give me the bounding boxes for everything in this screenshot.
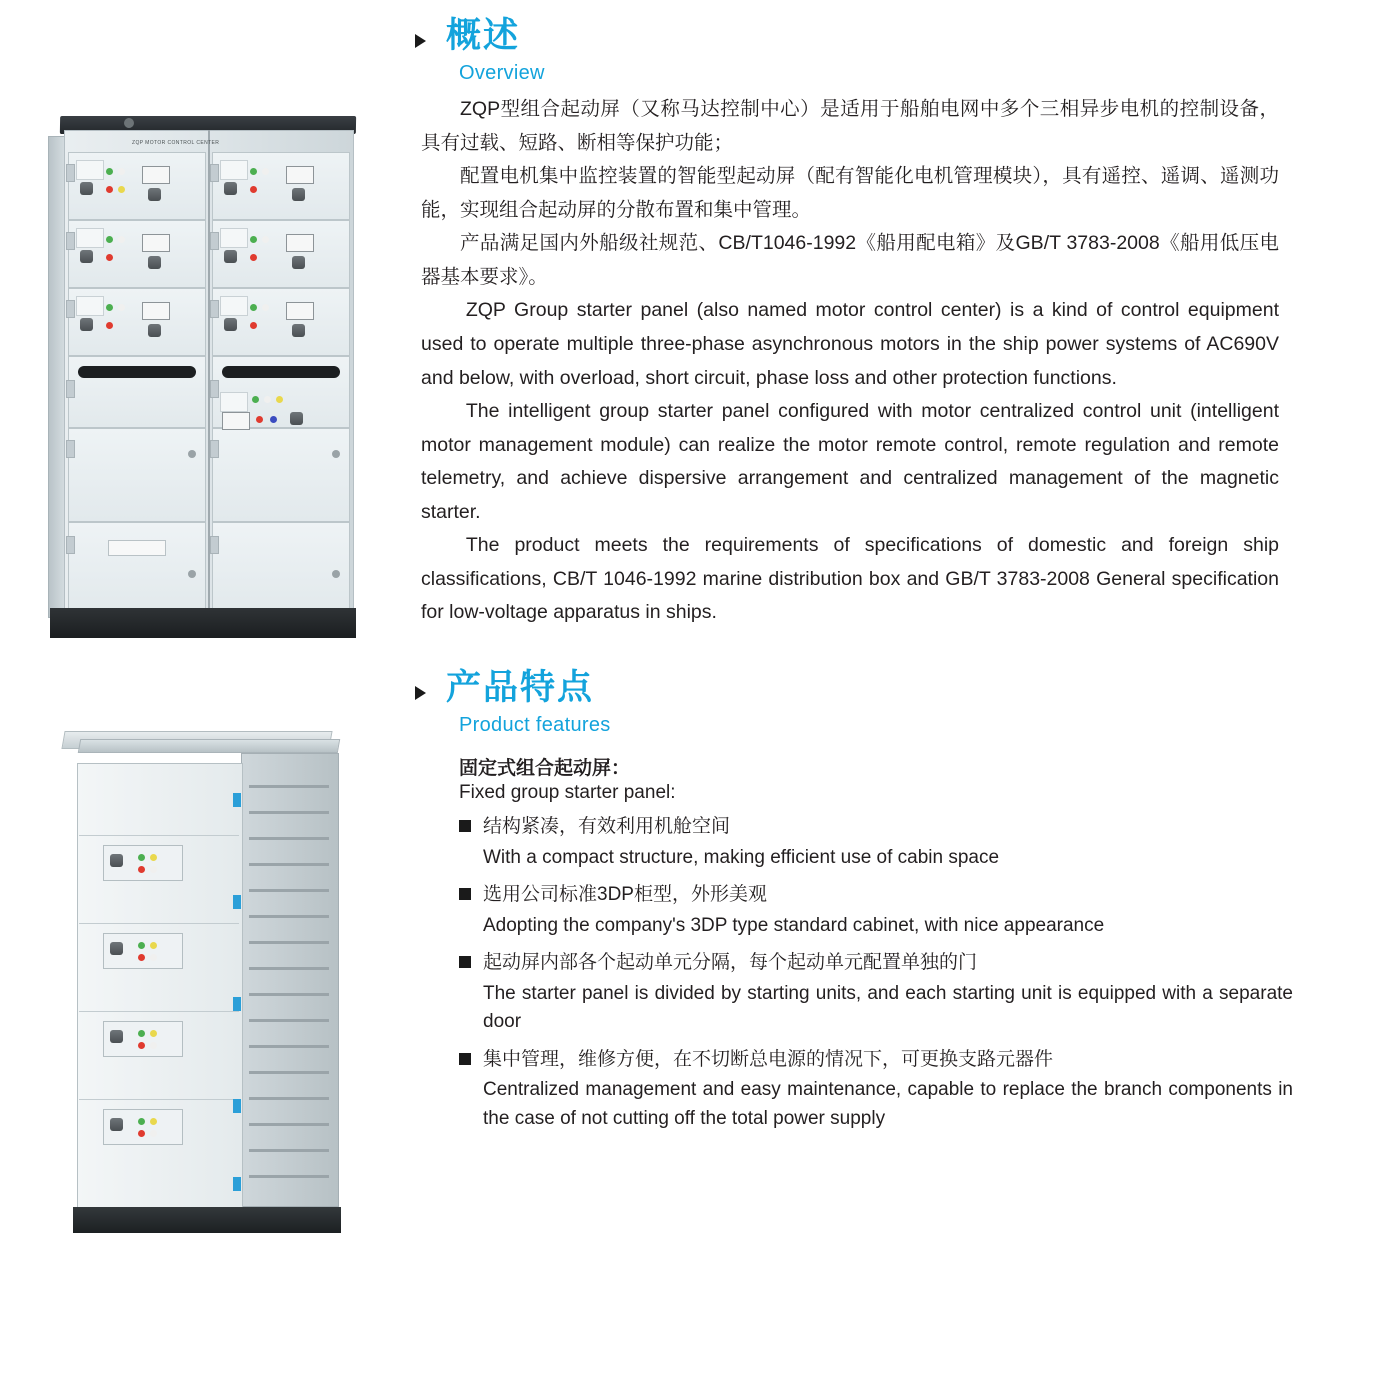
overview-body [421, 93, 1279, 630]
indicator-lamp-yellow [276, 396, 283, 403]
selector-knob [110, 854, 123, 867]
door-hinge [210, 300, 219, 318]
feature-text-en: The starter panel is divided by starting units, and each starting unit is equipped with a separate door [483, 982, 1293, 1032]
cell-label [76, 228, 104, 248]
panel-base-plinth [50, 608, 356, 638]
square-bullet-icon [459, 820, 471, 832]
paragraph-cn: ZQP型组合起动屏（又称马达控制中心）是适用于船舶电网中多个三相异步电机的控制设备，具有过载、短路、断相等保护功能； [421, 98, 1279, 154]
indicator-lamp-red [138, 1042, 145, 1049]
door-hinge [210, 536, 219, 554]
selector-knob [290, 412, 303, 425]
ventilation-louver [249, 811, 329, 814]
starter-cell [212, 428, 350, 522]
indicator-lamp-yellow [150, 1030, 157, 1037]
cabinet-right-section [241, 753, 339, 1207]
indicator-lamp-red [250, 186, 257, 193]
paragraph-cn: 产品满足国内外船级社规范、CB/T1046-1992《船用配电箱》及GB/T 3783-2008《船用低压电器基本要求》。 [421, 232, 1279, 288]
selector-knob [224, 250, 237, 263]
door-hinge [66, 300, 75, 318]
selector-knob [80, 318, 93, 331]
product-photo-group-starter-panel [38, 100, 378, 645]
starter-cell [68, 428, 206, 522]
ammeter [222, 412, 250, 430]
selector-knob [110, 942, 123, 955]
indicator-lamp-red [138, 866, 145, 873]
paragraph-en: The intelligent group starter panel configured with motor centralized control unit (intelligent motor management module) can realize the motor remote control, remote regulation and remote telemetry, and achieve dispersive arrangement and centralized management of the magnetic starter. [421, 400, 1279, 523]
starter-unit-panel [103, 845, 183, 881]
indicator-lamp-red [250, 322, 257, 329]
indicator-lamp-white [150, 954, 157, 961]
indicator-lamp-green [250, 236, 257, 243]
selector-knob [148, 256, 161, 269]
indicator-lamp-white [118, 168, 125, 175]
feature-text-en: Adopting the company's 3DP type standard cabinet, with nice appearance [483, 914, 1105, 936]
selector-knob [80, 182, 93, 195]
triangle-bullet-icon [415, 686, 426, 700]
feature-item [459, 881, 1285, 940]
door-seam [79, 1011, 239, 1012]
feature-text-en: With a compact structure, making efficient use of cabin space [483, 846, 1000, 868]
feature-label-cn: 集中管理，维修方便，在不切断总电源的情况下，可更换支路元器件 [483, 1048, 1054, 1070]
feature-label-cn: 起动屏内部各个起动单元分隔，每个起动单元配置单独的门 [483, 952, 978, 973]
cell-label [76, 296, 104, 316]
door-latch [233, 895, 241, 909]
door-handle [188, 450, 196, 458]
section-title-cn: 概述 [446, 16, 521, 55]
door-handle [332, 570, 340, 578]
starter-cell [212, 522, 350, 612]
panel-top-cap [124, 118, 134, 128]
door-grip-bar [222, 366, 340, 378]
cell-label [220, 160, 248, 180]
indicator-lamp-yellow [118, 186, 125, 193]
section-title-en: Overview [459, 62, 545, 85]
selector-knob [292, 188, 305, 201]
door-seam [79, 835, 239, 836]
ammeter [142, 166, 170, 184]
indicator-lamp-green [138, 1030, 145, 1037]
door-handle [188, 570, 196, 578]
door-latch [233, 1099, 241, 1113]
indicator-lamp-white [262, 236, 269, 243]
section-heading-overview [415, 16, 1285, 56]
selector-knob [224, 182, 237, 195]
square-bullet-icon [459, 1053, 471, 1065]
door-grip-bar [78, 366, 196, 378]
subsection-title-en: Fixed group starter panel: [459, 782, 676, 803]
door-hinge [66, 380, 75, 398]
cell-label [220, 228, 248, 248]
indicator-lamp-blue [270, 416, 277, 423]
indicator-lamp-red [250, 254, 257, 261]
ventilation-louver [249, 1175, 329, 1178]
indicator-lamp-green [138, 942, 145, 949]
ventilation-louver [249, 915, 329, 918]
indicator-lamp-green [106, 236, 113, 243]
starter-unit-panel [103, 1021, 183, 1057]
selector-knob [148, 188, 161, 201]
feature-label-cn: 结构紧凑，有效利用机舱空间 [483, 816, 731, 837]
ventilation-louver [249, 785, 329, 788]
door-hinge [210, 164, 219, 182]
starter-cell [68, 522, 206, 612]
feature-item [459, 949, 1293, 1037]
indicator-lamp-green [106, 304, 113, 311]
door-latch [233, 997, 241, 1011]
indicator-lamp-red [138, 1130, 145, 1137]
door-hinge [210, 380, 219, 398]
selector-knob [148, 324, 161, 337]
indicator-lamp-green [252, 396, 259, 403]
selector-knob [110, 1030, 123, 1043]
indicator-lamp-red [106, 322, 113, 329]
cell-label [76, 160, 104, 180]
selector-knob [110, 1118, 123, 1131]
feature-text-cn [459, 881, 1285, 910]
indicator-lamp-green [106, 168, 113, 175]
paragraph-en: ZQP Group starter panel (also named motor control center) is a kind of control equipment used to operate multiple three-phase asynchronous motors in the ship power systems of AC690V and below, with overload, short circuit, phase loss and other protection functions. [421, 299, 1279, 389]
selector-knob [224, 318, 237, 331]
indicator-lamp-red [138, 954, 145, 961]
ventilation-louver [249, 1019, 329, 1022]
indicator-lamp-white [264, 396, 271, 403]
indicator-lamp-green [138, 854, 145, 861]
panel-nameplate-text: ZQP MOTOR CONTROL CENTER [132, 140, 220, 146]
indicator-lamp-green [250, 168, 257, 175]
door-hinge [210, 440, 219, 458]
ventilation-louver [249, 1149, 329, 1152]
cell-label [220, 392, 248, 412]
paragraph-en: The product meets the requirements of specifications of domestic and foreign ship classifications, CB/T 1046-1992 marine distribution box and GB/T 3783-2008 General specification for low-voltage apparatus in ships. [421, 534, 1279, 624]
starter-unit-panel [103, 933, 183, 969]
square-bullet-icon [459, 956, 471, 968]
feature-text-cn [459, 1046, 1285, 1075]
starter-unit-panel [103, 1109, 183, 1145]
door-hinge [66, 536, 75, 554]
indicator-lamp-white [118, 304, 125, 311]
door-hinge [66, 164, 75, 182]
door-handle [332, 450, 340, 458]
section-heading-product-features [415, 668, 1285, 708]
ammeter [286, 302, 314, 320]
cabinet-base-plinth [73, 1207, 341, 1233]
door-hinge [66, 232, 75, 250]
ammeter [142, 234, 170, 252]
feature-text-en: Centralized management and easy maintenance, capable to replace the branch components in the case of not cutting off the total power supply [483, 1079, 1293, 1129]
ventilation-louver [249, 1097, 329, 1100]
indicator-lamp-white [262, 304, 269, 311]
feature-text-cn [459, 813, 1285, 842]
content-column [415, 0, 1293, 1133]
ammeter [286, 234, 314, 252]
feature-text-cn [459, 949, 1285, 978]
ventilation-louver [249, 1045, 329, 1048]
cabinet-roof-inner [78, 739, 340, 753]
indicator-lamp-red [106, 254, 113, 261]
indicator-lamp-white [150, 866, 157, 873]
ventilation-louver [249, 1123, 329, 1126]
indicator-lamp-white [150, 1130, 157, 1137]
triangle-bullet-icon [415, 34, 426, 48]
door-hinge [66, 440, 75, 458]
indicator-lamp-yellow [150, 1118, 157, 1125]
paragraph-cn: 配置电机集中监控装置的智能型起动屏（配有智能化电机管理模块），具有遥控、遥调、遥测功能，实现组合起动屏的分散布置和集中管理。 [421, 165, 1279, 221]
door-latch [233, 793, 241, 807]
feature-item [459, 1046, 1293, 1134]
selector-knob [80, 250, 93, 263]
ammeter [142, 302, 170, 320]
product-photo-fixed-cabinet [55, 715, 375, 1260]
image-column [0, 0, 400, 1379]
indicator-lamp-red [256, 416, 263, 423]
cabinet-nameplate [108, 540, 166, 556]
section-title-cn: 产品特点 [446, 667, 595, 707]
door-seam [79, 923, 239, 924]
indicator-lamp-white [262, 168, 269, 175]
indicator-lamp-white [150, 1042, 157, 1049]
indicator-lamp-white [118, 236, 125, 243]
ammeter [286, 166, 314, 184]
ventilation-louver [249, 941, 329, 944]
door-latch [233, 1177, 241, 1191]
door-hinge [210, 232, 219, 250]
selector-knob [292, 324, 305, 337]
ventilation-louver [249, 967, 329, 970]
ventilation-louver [249, 837, 329, 840]
indicator-lamp-yellow [150, 854, 157, 861]
indicator-lamp-yellow [150, 942, 157, 949]
feature-label-cn: 选用公司标准3DP柜型，外形美观 [483, 884, 767, 905]
ventilation-louver [249, 889, 329, 892]
door-seam [79, 1099, 239, 1100]
ventilation-louver [249, 993, 329, 996]
ventilation-louver [249, 863, 329, 866]
indicator-lamp-green [250, 304, 257, 311]
selector-knob [292, 256, 305, 269]
cell-label [220, 296, 248, 316]
cabinet-front-section [77, 763, 243, 1213]
indicator-lamp-red [106, 186, 113, 193]
square-bullet-icon [459, 888, 471, 900]
feature-item [459, 813, 1285, 872]
section-title-en: Product features [459, 714, 611, 736]
subsection-title-cn: 固定式组合起动屏： [459, 758, 631, 779]
indicator-lamp-green [138, 1118, 145, 1125]
ventilation-louver [249, 1071, 329, 1074]
